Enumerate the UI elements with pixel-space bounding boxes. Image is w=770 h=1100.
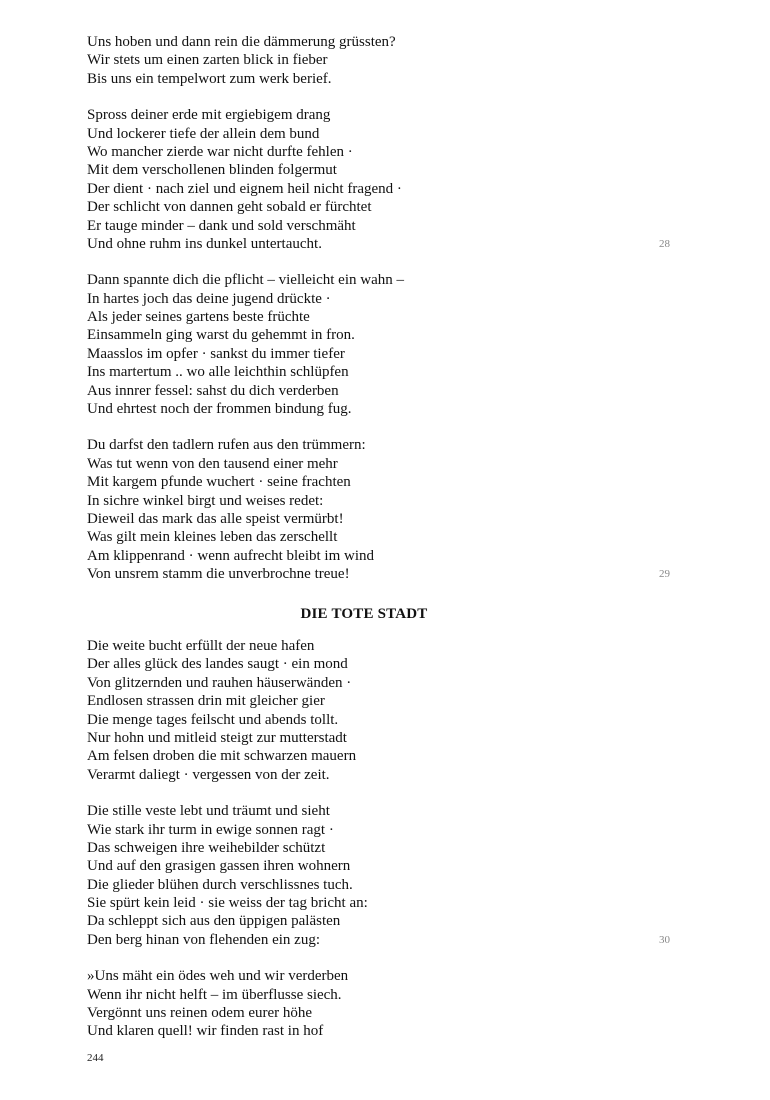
verse-line: Der alles glück des landes saugt · ein mond — [87, 656, 348, 673]
stanza — [87, 802, 687, 949]
verse-line: Aus innrer fessel: sahst du dich verderben — [87, 382, 339, 399]
verse-line: Wir stets um einen zarten blick in fieber — [87, 52, 328, 69]
verse-line: Da schleppt sich aus den üppigen palästen — [87, 913, 341, 930]
verse-line: Spross deiner erde mit ergiebigem drang — [87, 107, 331, 124]
poem-title: DIE TOTE STADT — [300, 606, 428, 622]
verse-line: Maasslos im opfer · sankst du immer tiefer — [87, 345, 345, 362]
verse-line: Und lockerer tiefe der allein dem bund — [87, 125, 320, 142]
page-number: 244 — [87, 1052, 104, 1064]
verse-line: Mit kargem pfunde wuchert · seine frachten — [87, 474, 351, 491]
verse-line: Als jeder seines gartens beste früchte — [87, 309, 310, 326]
line-count-marker: 28 — [659, 237, 670, 250]
verse-line: Was tut wenn von den tausend einer mehr — [87, 455, 338, 472]
poem-section-bottom — [87, 637, 687, 1059]
verse-line: Du darfst den tadlern rufen aus den trümmern: — [87, 437, 366, 454]
stanza — [87, 967, 687, 1041]
verse-line: Verarmt daliegt · vergessen von der zeit. — [87, 766, 330, 783]
stanza — [87, 436, 687, 583]
verse-line: Wenn ihr nicht helft – im überflusse siech. — [87, 986, 342, 1003]
verse-line: In hartes joch das deine jugend drückte · — [87, 290, 331, 307]
verse-line: Dieweil das mark das alle speist vermürbt! — [87, 510, 344, 527]
stanza — [87, 637, 687, 784]
verse-line: Die stille veste lebt und träumt und sieht — [87, 803, 330, 820]
stanza — [87, 106, 687, 253]
verse-line: Am felsen droben die mit schwarzen mauern — [87, 748, 357, 765]
verse-line: In sichre winkel birgt und weises redet: — [87, 492, 324, 509]
line-count-marker: 29 — [659, 568, 670, 581]
verse-line: Der dient · nach ziel und eignem heil nicht fragend · — [87, 180, 402, 197]
verse-line: Von glitzernden und rauhen häuserwänden · — [87, 674, 352, 691]
verse-line: Sie spürt kein leid · sie weiss der tag bricht an: — [87, 895, 368, 912]
verse-line: Die weite bucht erfüllt der neue hafen — [87, 638, 315, 654]
verse-line: Ins martertum .. wo alle leichthin schlüpfen — [87, 364, 349, 381]
verse-line: Mit dem verschollenen blinden folgermut — [87, 162, 337, 179]
verse-line: Was gilt mein kleines leben das zerschellt — [87, 529, 338, 546]
verse-line: Nur hohn und mitleid steigt zur mutterstadt — [87, 729, 347, 746]
verse-line: Vergönnt uns reinen odem eurer höhe — [87, 1005, 313, 1022]
verse-line: Bis uns ein tempelwort zum werk berief. — [87, 70, 332, 87]
verse-line: Von unsrem stamm die unverbrochne treue! — [87, 566, 350, 583]
verse-line: »Uns mäht ein ödes weh und wir verderben — [87, 968, 349, 985]
verse-line: Und klaren quell! wir finden rast in hof — [87, 1023, 324, 1040]
verse-line: Und auf den grasigen gassen ihren wohnern — [87, 858, 351, 875]
verse-line: Uns hoben und dann rein die dämmerung grüssten? — [87, 34, 396, 50]
poem-page — [87, 33, 687, 1040]
verse-line: Den berg hinan von flehenden ein zug: — [87, 931, 320, 948]
verse-line: Und ehrtest noch der frommen bindung fug. — [87, 401, 352, 418]
verse-line: Der schlicht von dannen geht sobald er fürchtet — [87, 199, 372, 216]
verse-line: Am klippenrand · wenn aufrecht bleibt im wind — [87, 547, 375, 564]
verse-line: Die glieder blühen durch verschlissnes tuch. — [87, 876, 353, 893]
verse-line: Er tauge minder – dank und sold verschmäht — [87, 217, 356, 234]
verse-line: Wo mancher zierde war nicht durfte fehlen · — [87, 143, 353, 160]
verse-line: Wie stark ihr turm in ewige sonnen ragt · — [87, 821, 334, 838]
stanza — [87, 271, 687, 418]
line-count-marker: 30 — [659, 933, 670, 946]
poem-section-top — [87, 33, 687, 584]
verse-line: Einsammeln ging warst du gehemmt in fron. — [87, 327, 355, 344]
verse-line: Dann spannte dich die pflicht – vielleicht ein wahn – — [87, 272, 404, 289]
verse-line: Und ohne ruhm ins dunkel untertaucht. — [87, 235, 322, 252]
verse-line: Das schweigen ihre weihebilder schützt — [87, 839, 326, 856]
verse-line: Die menge tages feilscht und abends tollt. — [87, 711, 339, 728]
verse-line: Endlosen strassen drin mit gleicher gier — [87, 693, 325, 710]
stanza — [87, 33, 687, 88]
